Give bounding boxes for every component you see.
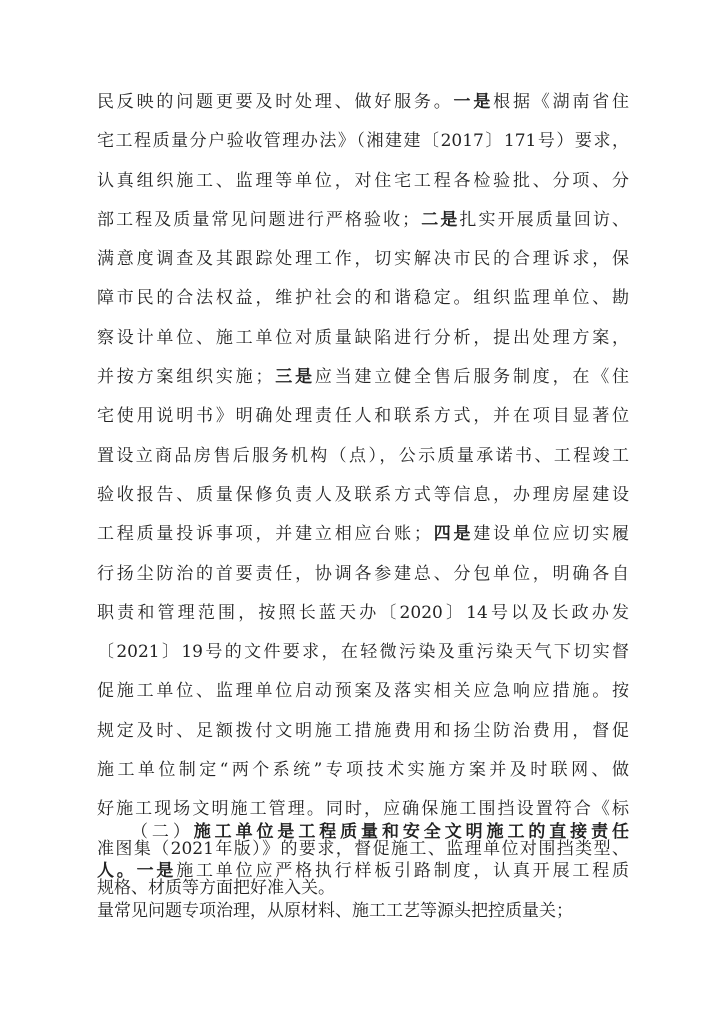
text-line: [97, 397, 629, 436]
body-text: 施工单位应严格执行样板引路制度，认真开展工程质: [176, 861, 630, 882]
text-line: [97, 358, 629, 397]
body-text: 行扬尘防治的首要责任，协调各参建总、分包单位，明确各自: [97, 563, 629, 584]
bold-text: 四是: [430, 524, 474, 545]
body-text: 并按方案组织实施；: [97, 367, 273, 388]
bold-text: 一是: [453, 92, 494, 112]
body-text: 促施工单位、监理单位启动预案及落实相关应急响应措施。按: [97, 681, 629, 702]
body-text: 宅使用说明书》明确处理责任人和联系方式，并在项目显著位: [97, 406, 629, 427]
body-text: 规定及时、足额拨付文明施工措施费用和扬尘防治费用，督促: [97, 720, 629, 741]
body-text: 〔2021〕19号的文件要求，在轻微污染及重污染天气下切实督: [97, 642, 629, 663]
body-text: 职责和管理范围，按照长蓝天办〔2020〕14号以及长政办发: [97, 602, 629, 623]
body-text: 民反映的问题更要及时处理、做好服务。: [97, 92, 454, 112]
text-line: [97, 594, 629, 633]
text-line: [97, 437, 629, 476]
text-line: [97, 712, 629, 751]
body-text: 工程质量投诉事项，并建立相应台账；: [97, 524, 431, 545]
text-line: [97, 892, 629, 931]
bold-text: 二是: [419, 209, 460, 230]
body-text: 施工单位制定“两个系统”专项技术实施方案并及时联网、做: [97, 760, 629, 781]
paragraph-2: [97, 813, 629, 931]
body-text: 察设计单位、施工单位对质量缺陷进行分析，提出处理方案，: [97, 327, 629, 348]
text-line: [97, 319, 629, 358]
body-text: 量常见问题专项治理，从原材料、施工工艺等源头把控质量关；: [97, 900, 573, 921]
text-line: [97, 240, 629, 279]
text-line: [97, 476, 629, 515]
body-text: 验收报告、质量保修负责人及联系方式等信息，办理房屋建设: [97, 484, 629, 505]
body-text: （二）: [131, 822, 194, 842]
paragraph-1: [97, 83, 629, 908]
text-line: [97, 852, 629, 891]
bold-text: 施工单位是工程质量和安全文明施工的直接责任: [193, 822, 630, 842]
text-line: [97, 633, 629, 672]
body-text: 好施工现场文明施工管理。同时，应确保施工围挡设置符合《标: [97, 799, 629, 820]
text-line: [97, 279, 629, 318]
body-text: 扎实开展质量回访、: [459, 209, 630, 230]
bold-text: 三是: [272, 367, 315, 388]
text-line: [97, 83, 629, 122]
text-line: [97, 162, 629, 201]
body-text: 部工程及质量常见问题进行严格验收；: [97, 209, 420, 230]
text-line: [97, 122, 629, 161]
body-text: 准图集（2021年版）》的要求，督促施工、监理单位对围挡类型、: [97, 838, 629, 859]
text-line: [97, 813, 629, 852]
text-line: [97, 515, 629, 554]
body-text: 满意度调查及其跟踪处理工作，切实解决市民的合理诉求，保: [97, 249, 629, 270]
body-text: 宅工程质量分户验收管理办法》（湘建建〔2017〕171号）要求，: [97, 131, 629, 152]
body-text: 根据《湖南省住: [493, 92, 630, 112]
body-text: 认真组织施工、监理等单位，对住宅工程各检验批、分项、分: [97, 170, 629, 191]
text-line: [97, 751, 629, 790]
bold-text: 人。一是: [97, 861, 177, 882]
body-text: 障市民的合法权益，维护社会的和谐稳定。组织监理单位、勘: [97, 288, 629, 309]
body-text: 应当建立健全售后服务制度，在《住: [314, 367, 630, 388]
text-line: [97, 201, 629, 240]
text-line: [97, 555, 629, 594]
body-text: 规格、材质等方面把好准入关。: [97, 877, 335, 898]
text-line: [97, 672, 629, 711]
body-text: 置设立商品房售后服务机构（点），公示质量承诺书、工程竣工: [97, 445, 629, 466]
body-text: 建设单位应切实履: [473, 524, 630, 545]
